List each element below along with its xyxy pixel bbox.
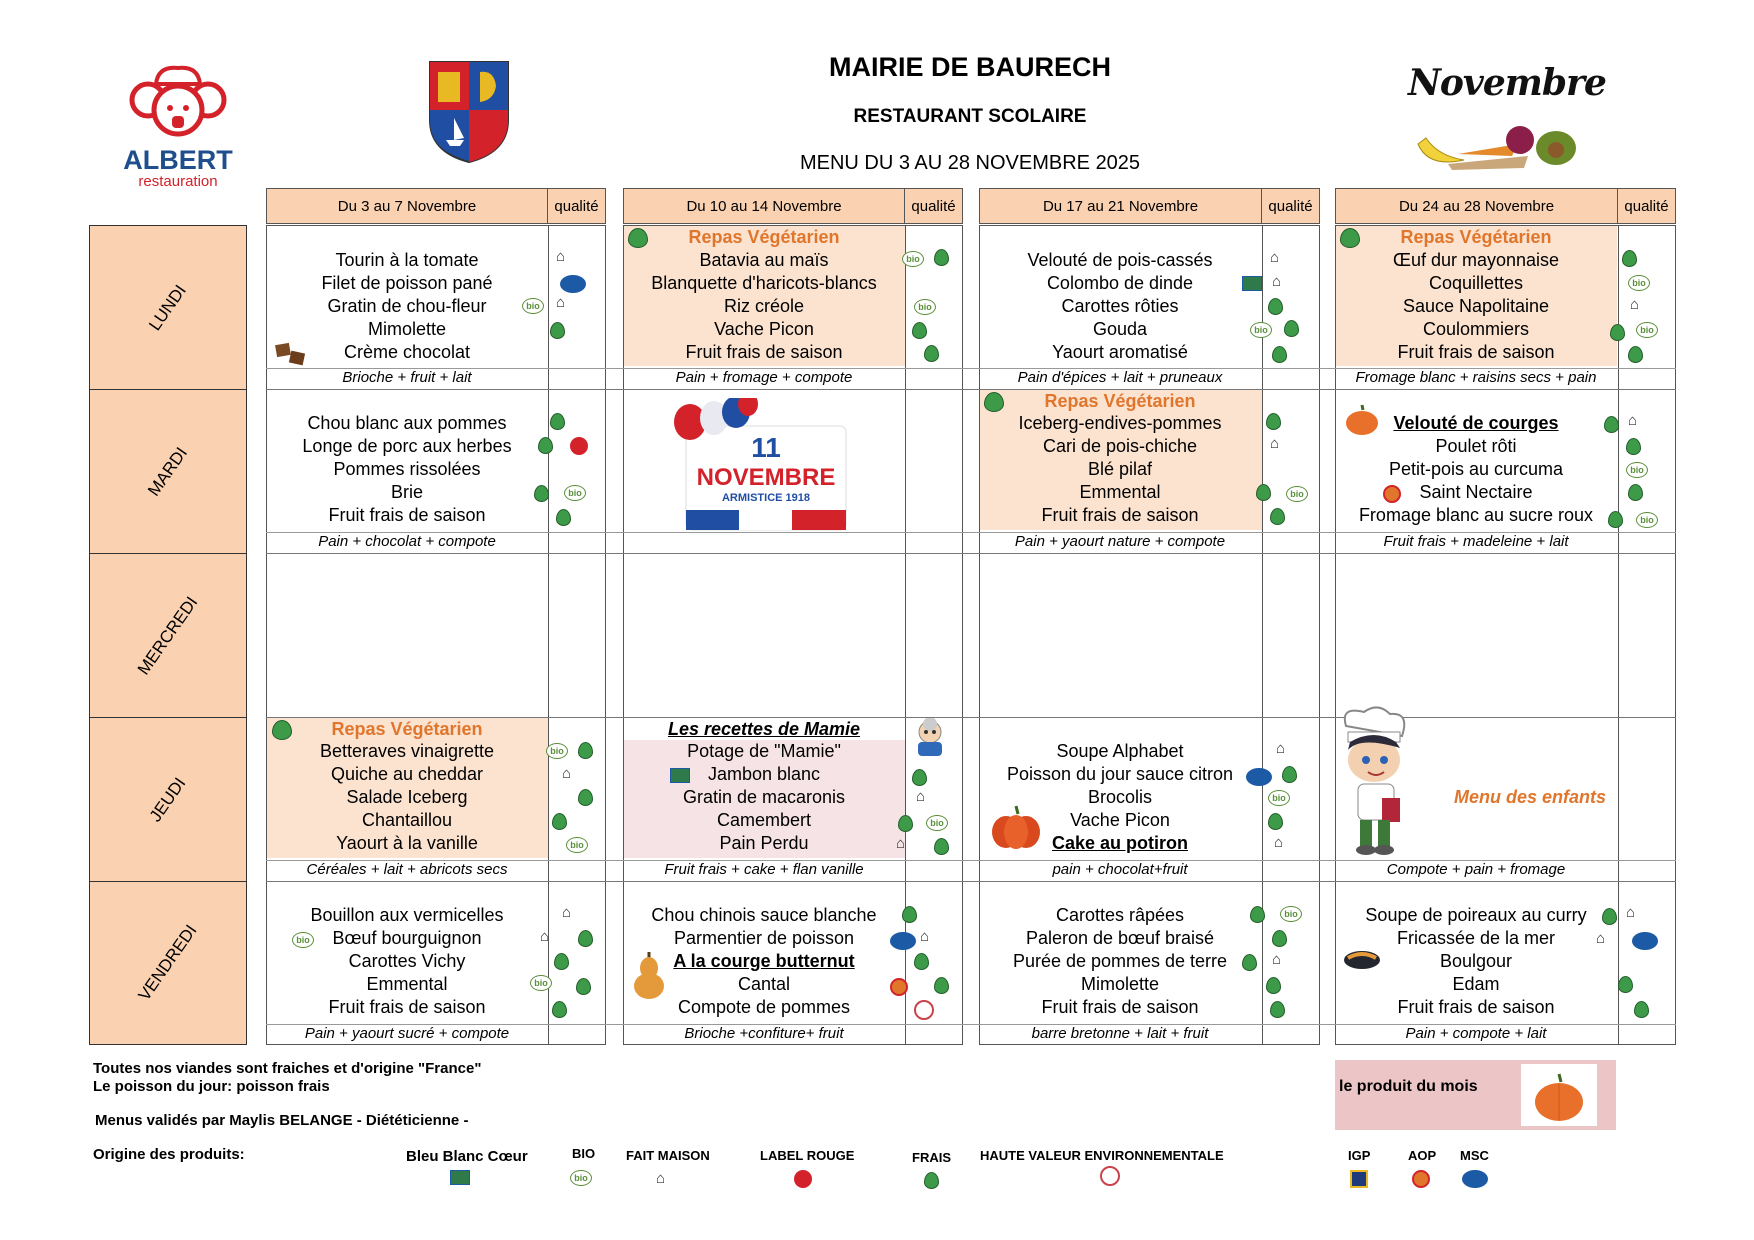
coat-of-arms-icon bbox=[428, 60, 510, 164]
fait-maison-icon: ⌂ bbox=[556, 248, 566, 265]
footer-fish-note: Le poisson du jour: poisson frais bbox=[93, 1078, 330, 1095]
autumn-vegetables-icon bbox=[1408, 104, 1578, 174]
label-rouge-icon bbox=[570, 437, 588, 455]
aop-icon bbox=[1412, 1170, 1430, 1188]
dish: Purée de pommes de terre bbox=[1012, 951, 1228, 971]
albert-logo bbox=[118, 62, 238, 190]
legend-hve-label: HAUTE VALEUR ENVIRONNEMENTALE bbox=[980, 1148, 1224, 1163]
pumpkin-icon bbox=[1521, 1064, 1597, 1126]
quality-header: qualité bbox=[1268, 197, 1313, 215]
butternut-icon bbox=[632, 950, 666, 1000]
armistice-subtitle: ARMISTICE 1918 bbox=[721, 492, 811, 504]
dish: Carottes râpées bbox=[1055, 905, 1185, 925]
bio-icon: bio bbox=[530, 975, 552, 991]
fait-maison-icon: ⌂ bbox=[1276, 740, 1286, 757]
bio-icon: bio bbox=[902, 251, 924, 267]
week-label: Du 17 au 21 Novembre bbox=[980, 189, 1262, 223]
snack: Pain d'épices + lait + pruneaux bbox=[1017, 369, 1223, 386]
fait-maison-icon: ⌂ bbox=[1272, 951, 1282, 968]
dish: Potage de "Mamie" bbox=[687, 741, 841, 761]
dish: Pain Perdu bbox=[719, 833, 809, 853]
frais-icon bbox=[552, 813, 567, 830]
msc-icon bbox=[1246, 768, 1272, 786]
product-of-month-label: le produit du mois bbox=[1339, 1078, 1478, 1095]
page-title: MAIRIE DE BAURECH bbox=[828, 52, 1111, 82]
frais-icon bbox=[1622, 250, 1637, 267]
dish: Fromage blanc au sucre roux bbox=[1358, 505, 1594, 525]
row-divider bbox=[266, 881, 1676, 882]
frais-icon bbox=[550, 322, 565, 339]
dish: Bœuf bourguignon bbox=[332, 928, 482, 948]
frais-icon bbox=[912, 322, 927, 339]
dish: Pommes rissolées bbox=[333, 459, 481, 479]
snack: Céréales + lait + abricots secs bbox=[306, 861, 508, 878]
hve-icon bbox=[914, 1000, 934, 1020]
snack: Pain + yaourt nature + compote bbox=[1014, 533, 1226, 550]
bio-icon: bio bbox=[292, 932, 314, 948]
day-label-text: MARDI bbox=[144, 443, 192, 500]
frais-icon bbox=[914, 953, 929, 970]
dish: Sauce Napolitaine bbox=[1402, 296, 1550, 316]
bio-icon: bio bbox=[914, 299, 936, 315]
dish: Œuf dur mayonnaise bbox=[1392, 250, 1560, 270]
dish: Emmental bbox=[366, 974, 448, 994]
aop-icon bbox=[1383, 485, 1401, 503]
frais-icon bbox=[924, 1172, 939, 1189]
dish: Paleron de bœuf braisé bbox=[1025, 928, 1215, 948]
fait-maison-icon: ⌂ bbox=[896, 835, 906, 852]
dish: Petit-pois au curcuma bbox=[1388, 459, 1564, 479]
aop-icon bbox=[890, 978, 908, 996]
dish: Cake au potiron bbox=[1051, 833, 1189, 853]
dish: Camembert bbox=[716, 810, 812, 830]
dish: Brie bbox=[390, 482, 423, 502]
snack: Compote + pain + fromage bbox=[1386, 861, 1566, 878]
frais-icon bbox=[934, 838, 949, 855]
day-label-vendredi bbox=[89, 881, 247, 1045]
fait-maison-icon: ⌂ bbox=[920, 928, 930, 945]
veg-title: Repas Végétarien bbox=[688, 227, 840, 247]
dish: Longe de porc aux herbes bbox=[302, 436, 512, 456]
dish: Chantaillou bbox=[361, 810, 453, 830]
frais-icon bbox=[578, 742, 593, 759]
dish: A la courge butternut bbox=[673, 951, 855, 971]
dish: Carottes rôties bbox=[1061, 296, 1179, 316]
fait-maison-icon: ⌂ bbox=[540, 928, 550, 945]
day-label-text: LUNDI bbox=[145, 280, 191, 334]
dish: Tourin à la tomate bbox=[335, 250, 479, 270]
frais-icon bbox=[1634, 1001, 1649, 1018]
bio-icon: bio bbox=[1250, 322, 1272, 338]
dish: Jambon blanc bbox=[707, 764, 821, 784]
bio-icon: bio bbox=[1636, 512, 1658, 528]
product-of-month-box bbox=[1335, 1060, 1616, 1130]
week-header-1 bbox=[266, 188, 606, 224]
frais-icon bbox=[1270, 508, 1285, 525]
kid-chef-icon bbox=[1330, 706, 1416, 858]
legend-bio-label: BIO bbox=[572, 1146, 596, 1161]
footer-meat-origin: Toutes nos viandes sont fraiches et d'origine "France" bbox=[93, 1060, 482, 1077]
dish: Vache Picon bbox=[714, 319, 814, 339]
bio-icon: bio bbox=[522, 298, 544, 314]
dish: Cari de pois-chiche bbox=[1042, 436, 1198, 456]
grandmother-icon bbox=[912, 718, 948, 756]
frais-icon bbox=[550, 413, 565, 430]
dish: Salade Iceberg bbox=[346, 787, 468, 807]
snack: Brioche +confiture+ fruit bbox=[684, 1025, 844, 1042]
bio-icon: bio bbox=[1636, 322, 1658, 338]
frais-icon bbox=[924, 345, 939, 362]
dish: Bouillon aux vermicelles bbox=[310, 905, 504, 925]
theme-title: Les recettes de Mamie bbox=[667, 719, 861, 739]
dish: Riz créole bbox=[723, 296, 805, 316]
dish: Emmental bbox=[1079, 482, 1161, 502]
bio-icon: bio bbox=[570, 1170, 592, 1186]
albert-logo-subtitle: restauration bbox=[138, 173, 218, 190]
page-subtitle: RESTAURANT SCOLAIRE bbox=[853, 106, 1087, 127]
dish: Chou chinois sauce blanche bbox=[651, 905, 877, 925]
dish: Compote de pommes bbox=[677, 997, 851, 1017]
legend-msc-label: MSC bbox=[1460, 1148, 1489, 1163]
frais-icon bbox=[1284, 320, 1299, 337]
snack: Pain + chocolat + compote bbox=[318, 533, 496, 550]
fait-maison-icon: ⌂ bbox=[562, 765, 572, 782]
albert-logo-name: ALBERT bbox=[123, 145, 233, 175]
frais-icon bbox=[1256, 484, 1271, 501]
snack: Fruit frais + cake + flan vanille bbox=[664, 861, 864, 878]
frais-icon bbox=[1618, 976, 1633, 993]
dish: Fruit frais de saison bbox=[1041, 997, 1199, 1017]
dish: Fricassée de la mer bbox=[1396, 928, 1556, 948]
dish: Colombo de dinde bbox=[1046, 273, 1194, 293]
snack: Fromage blanc + raisins secs + pain bbox=[1355, 369, 1597, 386]
dish: Mimolette bbox=[1080, 974, 1160, 994]
dish: Soupe Alphabet bbox=[1056, 741, 1184, 761]
dish: Fruit frais de saison bbox=[1041, 505, 1199, 525]
theme-title: Menu des enfants bbox=[1454, 787, 1607, 807]
legend-label-rouge-label: LABEL ROUGE bbox=[760, 1148, 855, 1163]
november-art bbox=[1408, 62, 1606, 172]
bio-icon: bio bbox=[1268, 790, 1290, 806]
dish: Fruit frais de saison bbox=[328, 997, 486, 1017]
fait-maison-icon: ⌂ bbox=[1270, 249, 1280, 266]
bio-icon: bio bbox=[1286, 486, 1308, 502]
dish: Fruit frais de saison bbox=[685, 342, 843, 362]
frais-icon bbox=[578, 930, 593, 947]
dish: Coulommiers bbox=[1422, 319, 1530, 339]
mussel-icon bbox=[1342, 948, 1382, 970]
bio-icon: bio bbox=[1628, 275, 1650, 291]
dish: Gratin de macaronis bbox=[682, 787, 846, 807]
fait-maison-icon: ⌂ bbox=[1270, 435, 1280, 452]
frais-icon bbox=[1628, 346, 1643, 363]
dish: Yaourt à la vanille bbox=[336, 833, 478, 853]
frais-icon bbox=[1608, 511, 1623, 528]
dish: Edam bbox=[1452, 974, 1500, 994]
dish: Poulet rôti bbox=[1435, 436, 1517, 456]
msc-icon bbox=[1632, 932, 1658, 950]
frais-icon bbox=[538, 437, 553, 454]
dish: Coquillettes bbox=[1428, 273, 1524, 293]
bio-icon: bio bbox=[566, 837, 588, 853]
dish: Fruit frais de saison bbox=[1397, 342, 1555, 362]
frais-icon bbox=[902, 906, 917, 923]
day-label-text: MERCREDI bbox=[133, 592, 202, 678]
snack: Fruit frais + madeleine + lait bbox=[1383, 533, 1569, 550]
frais-icon bbox=[1626, 438, 1641, 455]
dish: Saint Nectaire bbox=[1419, 482, 1533, 502]
legend-aop-label: AOP bbox=[1408, 1148, 1437, 1163]
frais-icon bbox=[1266, 413, 1281, 430]
row-divider bbox=[266, 553, 1676, 554]
snack: Pain + fromage + compote bbox=[675, 369, 853, 386]
footer-dietitian: Menus validés par Maylis BELANGE - Diététicienne - bbox=[95, 1112, 469, 1129]
frais-icon bbox=[1250, 906, 1265, 923]
dish: Brocolis bbox=[1087, 787, 1153, 807]
msc-icon bbox=[890, 932, 916, 950]
frais-icon bbox=[552, 1001, 567, 1018]
bio-icon: bio bbox=[546, 743, 568, 759]
dish: Parmentier de poisson bbox=[673, 928, 855, 948]
fait-maison-icon: ⌂ bbox=[1596, 930, 1606, 947]
igp-icon bbox=[1350, 1170, 1368, 1188]
fait-maison-icon: ⌂ bbox=[1274, 834, 1284, 851]
day-label-jeudi bbox=[89, 717, 247, 882]
bio-icon: bio bbox=[1626, 462, 1648, 478]
dish: Chou blanc aux pommes bbox=[307, 413, 507, 433]
frais-icon bbox=[576, 978, 591, 995]
frais-icon bbox=[578, 789, 593, 806]
frais-icon bbox=[1266, 977, 1281, 994]
menu-date-range: MENU DU 3 AU 28 NOVEMBRE 2025 bbox=[799, 152, 1141, 174]
frais-icon bbox=[556, 509, 571, 526]
chocolate-icon bbox=[274, 340, 308, 368]
fait-maison-icon: ⌂ bbox=[656, 1170, 666, 1187]
legend-fait-maison-label: FAIT MAISON bbox=[626, 1148, 710, 1163]
week-label: Du 24 au 28 Novembre bbox=[1336, 189, 1618, 223]
frais-icon bbox=[1270, 1001, 1285, 1018]
koala-chef-icon bbox=[118, 62, 238, 142]
frais-icon bbox=[912, 769, 927, 786]
dish: Gouda bbox=[1092, 319, 1148, 339]
armistice-card bbox=[670, 398, 850, 534]
frais-icon bbox=[934, 249, 949, 266]
dish: Fruit frais de saison bbox=[1397, 997, 1555, 1017]
armistice-month: NOVEMBRE bbox=[696, 464, 836, 491]
fait-maison-icon: ⌂ bbox=[1272, 273, 1282, 290]
snack: pain + chocolat+fruit bbox=[1052, 861, 1188, 878]
dish: Boulgour bbox=[1439, 951, 1513, 971]
snack: Pain + compote + lait bbox=[1405, 1025, 1547, 1042]
quality-header: qualité bbox=[1624, 197, 1669, 215]
fait-maison-icon: ⌂ bbox=[562, 904, 572, 921]
hve-icon bbox=[1100, 1166, 1120, 1186]
bio-icon: bio bbox=[926, 815, 948, 831]
dish: Blé pilaf bbox=[1087, 459, 1153, 479]
week-label: Du 3 au 7 Novembre bbox=[267, 189, 548, 223]
quality-header: qualité bbox=[911, 197, 956, 215]
day-label-mardi bbox=[89, 389, 247, 554]
frais-icon bbox=[1272, 930, 1287, 947]
fait-maison-icon: ⌂ bbox=[1628, 412, 1638, 429]
dish: Carottes Vichy bbox=[348, 951, 466, 971]
veg-title: Repas Végétarien bbox=[1044, 391, 1196, 411]
fait-maison-icon: ⌂ bbox=[1626, 904, 1636, 921]
dish: Blanquette d'haricots-blancs bbox=[651, 273, 877, 293]
msc-icon bbox=[1462, 1170, 1488, 1188]
dish: Poisson du jour sauce citron bbox=[1006, 764, 1234, 784]
frais-icon bbox=[1628, 484, 1643, 501]
day-label-mercredi bbox=[89, 553, 247, 718]
fait-maison-icon: ⌂ bbox=[556, 294, 566, 311]
snack: Brioche + fruit + lait bbox=[342, 369, 472, 386]
dish: Velouté de courges bbox=[1393, 413, 1559, 433]
dish: Batavia au maïs bbox=[699, 250, 829, 270]
msc-icon bbox=[560, 275, 586, 293]
dish: Iceberg-endives-pommes bbox=[1018, 413, 1222, 433]
frais-icon bbox=[1604, 416, 1619, 433]
bio-icon: bio bbox=[564, 485, 586, 501]
day-label-text: JEUDI bbox=[145, 773, 190, 825]
november-art-lettering: Novembre bbox=[1408, 62, 1606, 104]
frais-icon bbox=[1268, 298, 1283, 315]
dish: Mimolette bbox=[367, 319, 447, 339]
frais-icon bbox=[1282, 766, 1297, 783]
legend-frais-label: FRAIS bbox=[912, 1150, 951, 1165]
armistice-day: 11 bbox=[751, 432, 781, 463]
frais-icon bbox=[898, 815, 913, 832]
week-header-2 bbox=[623, 188, 963, 224]
frais-icon bbox=[1610, 324, 1625, 341]
legend-igp-label: IGP bbox=[1348, 1148, 1371, 1163]
dish: Fruit frais de saison bbox=[328, 505, 486, 525]
dish: Velouté de pois-cassés bbox=[1027, 250, 1213, 270]
row-divider bbox=[266, 389, 1676, 390]
bleu-blanc-coeur-icon bbox=[1242, 276, 1262, 291]
dish: Cantal bbox=[737, 974, 791, 994]
day-label-text: VENDREDI bbox=[134, 921, 201, 1005]
frais-icon bbox=[1272, 346, 1287, 363]
legend-bbc-label: Bleu Blanc Cœur bbox=[406, 1148, 528, 1165]
frais-icon bbox=[1242, 954, 1257, 971]
fait-maison-icon: ⌂ bbox=[916, 788, 926, 805]
dish: Gratin de chou-fleur bbox=[327, 296, 487, 316]
veg-title: Repas Végétarien bbox=[331, 719, 483, 739]
dish: Soupe de poireaux au curry bbox=[1365, 905, 1587, 925]
frais-icon bbox=[1602, 908, 1617, 925]
week-label: Du 10 au 14 Novembre bbox=[624, 189, 905, 223]
footer-origin-label: Origine des produits: bbox=[93, 1146, 245, 1163]
fait-maison-icon: ⌂ bbox=[1630, 296, 1640, 313]
label-rouge-icon bbox=[794, 1170, 812, 1188]
dish: Yaourt aromatisé bbox=[1052, 342, 1188, 362]
dish: Vache Picon bbox=[1070, 810, 1170, 830]
baurech-crest bbox=[428, 60, 510, 164]
bio-icon: bio bbox=[1280, 906, 1302, 922]
snack: barre bretonne + lait + fruit bbox=[1031, 1025, 1209, 1042]
bleu-blanc-coeur-icon bbox=[670, 768, 690, 783]
week-header-4 bbox=[1335, 188, 1676, 224]
quality-header: qualité bbox=[554, 197, 599, 215]
frais-icon bbox=[554, 953, 569, 970]
frais-icon bbox=[534, 485, 549, 502]
dish: Filet de poisson pané bbox=[321, 273, 493, 293]
day-label-lundi bbox=[89, 225, 247, 390]
pumpkin-icon bbox=[990, 804, 1042, 850]
veg-title: Repas Végétarien bbox=[1400, 227, 1552, 247]
dish: Betteraves vinaigrette bbox=[319, 741, 495, 761]
snack: Pain + yaourt sucré + compote bbox=[304, 1025, 510, 1042]
bleu-blanc-coeur-icon bbox=[450, 1170, 470, 1185]
frais-icon bbox=[1268, 813, 1283, 830]
frais-icon bbox=[934, 977, 949, 994]
dish: Crème chocolat bbox=[343, 342, 471, 362]
week-header-3 bbox=[979, 188, 1320, 224]
dish: Quiche au cheddar bbox=[330, 764, 484, 784]
